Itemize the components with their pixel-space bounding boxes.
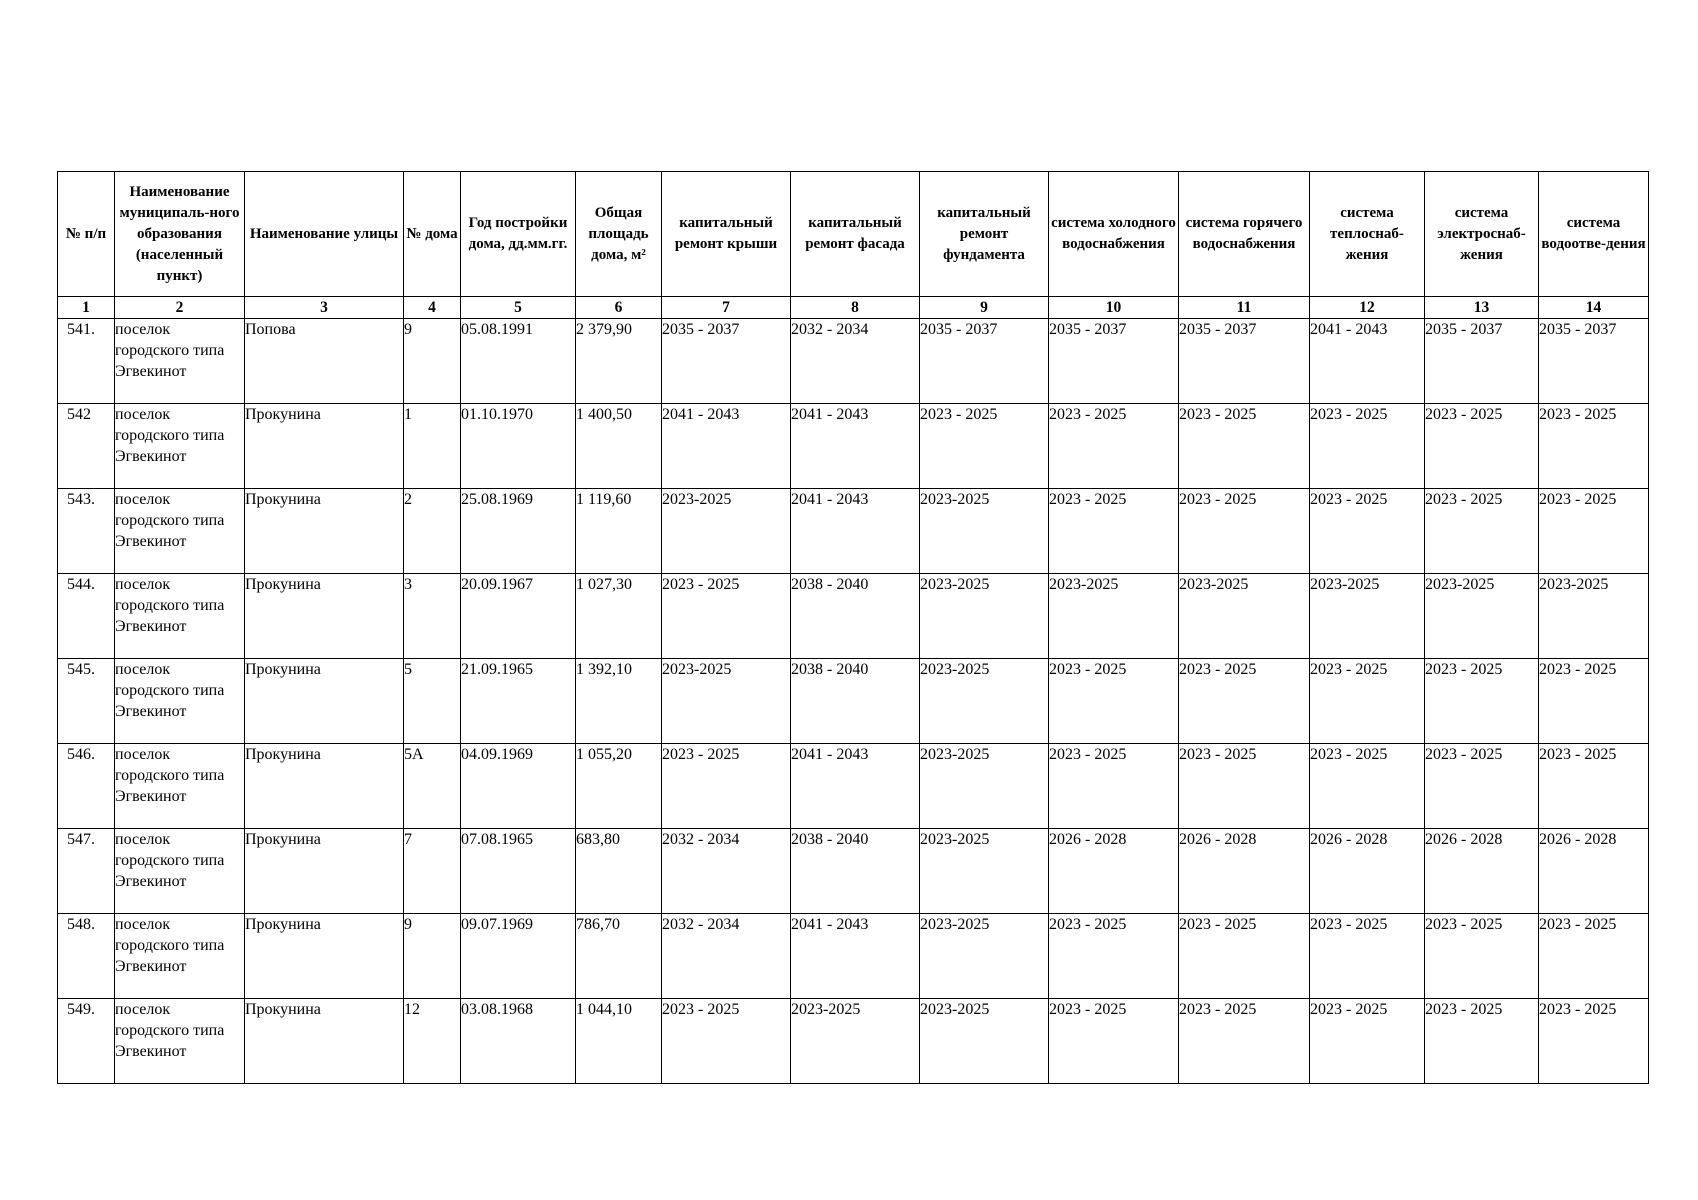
table-cell: 9	[404, 914, 461, 999]
table-cell: 2023 - 2025	[1179, 914, 1310, 999]
table-cell: 546.	[58, 744, 115, 829]
table-cell: 03.08.1968	[461, 999, 576, 1084]
table-header	[58, 172, 1649, 319]
column-number-5: 5	[461, 297, 576, 319]
table-cell: 2023-2025	[662, 659, 791, 744]
table-cell: Попова	[245, 319, 404, 404]
table-row	[58, 999, 1649, 1084]
table-cell: 5	[404, 659, 461, 744]
column-number-2: 2	[115, 297, 245, 319]
table-cell: 2023 - 2025	[1539, 914, 1649, 999]
table-cell: 1 392,10	[576, 659, 662, 744]
table-cell: 548.	[58, 914, 115, 999]
table-cell: 2023-2025	[1049, 574, 1179, 659]
table-cell: 1	[404, 404, 461, 489]
table-cell: 786,70	[576, 914, 662, 999]
table-cell: поселок городского типа Эгвекинот	[115, 574, 245, 659]
table-cell: Прокунина	[245, 659, 404, 744]
table-cell: 1 119,60	[576, 489, 662, 574]
table-cell: 2023 - 2025	[1179, 999, 1310, 1084]
table-cell: 2041 - 2043	[791, 914, 920, 999]
table-row	[58, 319, 1649, 404]
table-cell: 05.08.1991	[461, 319, 576, 404]
table-cell: Прокунина	[245, 744, 404, 829]
table-cell: 5А	[404, 744, 461, 829]
table-cell: 2023 - 2025	[1539, 999, 1649, 1084]
table-cell: 2023-2025	[920, 574, 1049, 659]
table-cell: 21.09.1965	[461, 659, 576, 744]
table-cell: 12	[404, 999, 461, 1084]
column-number-row	[58, 297, 1649, 319]
table-cell: 2023 - 2025	[1049, 659, 1179, 744]
column-header-7: капитальный ремонт крыши	[662, 172, 791, 297]
table-cell: 2023 - 2025	[1310, 659, 1425, 744]
table-cell: 09.07.1969	[461, 914, 576, 999]
table-cell: 1 044,10	[576, 999, 662, 1084]
column-header-8: капитальный ремонт фасада	[791, 172, 920, 297]
table-row	[58, 744, 1649, 829]
table-cell: 543.	[58, 489, 115, 574]
table-cell: 2023 - 2025	[1179, 404, 1310, 489]
table-cell: 7	[404, 829, 461, 914]
table-cell: 2023-2025	[920, 659, 1049, 744]
table-cell: 2023 - 2025	[1425, 914, 1539, 999]
column-header-5: Год постройки дома, дд.мм.гг.	[461, 172, 576, 297]
table-cell: 2035 - 2037	[1425, 319, 1539, 404]
column-number-7: 7	[662, 297, 791, 319]
column-number-11: 11	[1179, 297, 1310, 319]
table-cell: 2023-2025	[1539, 574, 1649, 659]
table-cell: 2026 - 2028	[1539, 829, 1649, 914]
table-cell: 683,80	[576, 829, 662, 914]
column-header-10: система холодного водоснабжения	[1049, 172, 1179, 297]
table-cell: 2026 - 2028	[1179, 829, 1310, 914]
column-header-12: система теплоснаб-жения	[1310, 172, 1425, 297]
table-cell: 2041 - 2043	[791, 744, 920, 829]
column-number-4: 4	[404, 297, 461, 319]
table-cell: 2023-2025	[791, 999, 920, 1084]
column-number-8: 8	[791, 297, 920, 319]
table-cell: 2023 - 2025	[1179, 744, 1310, 829]
column-header-1: № п/п	[58, 172, 115, 297]
column-number-9: 9	[920, 297, 1049, 319]
table-cell: 2035 - 2037	[920, 319, 1049, 404]
table-row	[58, 914, 1649, 999]
table-cell: 2023 - 2025	[662, 744, 791, 829]
table-cell: 2023 - 2025	[1425, 999, 1539, 1084]
table-row	[58, 489, 1649, 574]
column-header-4: № дома	[404, 172, 461, 297]
column-number-14: 14	[1539, 297, 1649, 319]
table-cell: 2023 - 2025	[662, 999, 791, 1084]
column-header-13: система электроснаб-жения	[1425, 172, 1539, 297]
column-header-3: Наименование улицы	[245, 172, 404, 297]
table-cell: поселок городского типа Эгвекинот	[115, 744, 245, 829]
table-cell: 25.08.1969	[461, 489, 576, 574]
table-cell: 2023 - 2025	[1425, 404, 1539, 489]
table-cell: 2023 - 2025	[1539, 404, 1649, 489]
table-cell: 2032 - 2034	[662, 829, 791, 914]
table-cell: 2 379,90	[576, 319, 662, 404]
table-cell: поселок городского типа Эгвекинот	[115, 659, 245, 744]
table-cell: 2023 - 2025	[1425, 744, 1539, 829]
table-cell: 2	[404, 489, 461, 574]
table-cell: 2041 - 2043	[791, 404, 920, 489]
table-cell: 1 055,20	[576, 744, 662, 829]
table-cell: 20.09.1967	[461, 574, 576, 659]
table-cell: 2023 - 2025	[1310, 489, 1425, 574]
table-cell: 2041 - 2043	[1310, 319, 1425, 404]
table-cell: 2023-2025	[1425, 574, 1539, 659]
table-cell: 547.	[58, 829, 115, 914]
table-row	[58, 829, 1649, 914]
table-cell: 2023-2025	[1310, 574, 1425, 659]
table-cell: 04.09.1969	[461, 744, 576, 829]
table-cell: 2023 - 2025	[1310, 999, 1425, 1084]
table-cell: 07.08.1965	[461, 829, 576, 914]
table-cell: 2023 - 2025	[1179, 659, 1310, 744]
table-cell: 2023 - 2025	[1049, 404, 1179, 489]
table-cell: поселок городского типа Эгвекинот	[115, 489, 245, 574]
table-cell: 9	[404, 319, 461, 404]
table-cell: 2023-2025	[662, 489, 791, 574]
table-cell: 01.10.1970	[461, 404, 576, 489]
table-cell: 2026 - 2028	[1425, 829, 1539, 914]
table-cell: 2035 - 2037	[1049, 319, 1179, 404]
table-cell: 2023-2025	[920, 999, 1049, 1084]
table-cell: поселок городского типа Эгвекинот	[115, 914, 245, 999]
table-cell: 2023 - 2025	[1310, 914, 1425, 999]
table-cell: 2023-2025	[920, 914, 1049, 999]
column-header-14: система водоотве-дения	[1539, 172, 1649, 297]
table-cell: Прокунина	[245, 829, 404, 914]
table-cell: 2023 - 2025	[1539, 659, 1649, 744]
table-cell: 2023 - 2025	[1425, 489, 1539, 574]
table-cell: 2041 - 2043	[662, 404, 791, 489]
table-cell: 2023 - 2025	[1049, 489, 1179, 574]
table-cell: 544.	[58, 574, 115, 659]
table-cell: 2023 - 2025	[662, 574, 791, 659]
table-cell: 2023 - 2025	[1310, 404, 1425, 489]
table-cell: 2023 - 2025	[1049, 744, 1179, 829]
table-cell: Прокунина	[245, 999, 404, 1084]
table-cell: 545.	[58, 659, 115, 744]
table-cell: 2023 - 2025	[1179, 489, 1310, 574]
table-cell: 2038 - 2040	[791, 574, 920, 659]
column-header-9: капитальный ремонт фундамента	[920, 172, 1049, 297]
column-number-3: 3	[245, 297, 404, 319]
table-row	[58, 404, 1649, 489]
column-number-13: 13	[1425, 297, 1539, 319]
header-row	[58, 172, 1649, 297]
table-cell: 542	[58, 404, 115, 489]
table-cell: Прокунина	[245, 914, 404, 999]
table-cell: Прокунина	[245, 404, 404, 489]
table-row	[58, 574, 1649, 659]
table-cell: 2032 - 2034	[662, 914, 791, 999]
table-cell: 1 027,30	[576, 574, 662, 659]
column-header-6: Общая площадь дома, м²	[576, 172, 662, 297]
column-number-12: 12	[1310, 297, 1425, 319]
table-cell: 549.	[58, 999, 115, 1084]
table-cell: 2026 - 2028	[1310, 829, 1425, 914]
table-row	[58, 659, 1649, 744]
column-number-1: 1	[58, 297, 115, 319]
table-cell: 2023 - 2025	[1539, 744, 1649, 829]
table-cell: 2023-2025	[1179, 574, 1310, 659]
table-cell: поселок городского типа Эгвекинот	[115, 404, 245, 489]
table-cell: 1 400,50	[576, 404, 662, 489]
table-cell: поселок городского типа Эгвекинот	[115, 999, 245, 1084]
column-number-10: 10	[1049, 297, 1179, 319]
table-cell: 2035 - 2037	[662, 319, 791, 404]
table-cell: 2023 - 2025	[1310, 744, 1425, 829]
table-cell: 2023 - 2025	[1049, 914, 1179, 999]
table-cell: поселок городского типа Эгвекинот	[115, 829, 245, 914]
table-cell: Прокунина	[245, 489, 404, 574]
table-cell: 2032 - 2034	[791, 319, 920, 404]
capital-repair-schedule-table	[57, 171, 1649, 1084]
table-cell: 2026 - 2028	[1049, 829, 1179, 914]
table-cell: 2035 - 2037	[1539, 319, 1649, 404]
table-cell: поселок городского типа Эгвекинот	[115, 319, 245, 404]
table-cell: 3	[404, 574, 461, 659]
column-header-11: система горячего водоснабжения	[1179, 172, 1310, 297]
table-cell: Прокунина	[245, 574, 404, 659]
table-cell: 2023-2025	[920, 744, 1049, 829]
table-cell: 2023-2025	[920, 829, 1049, 914]
table-cell: 2038 - 2040	[791, 659, 920, 744]
column-number-6: 6	[576, 297, 662, 319]
column-header-2: Наименование муниципаль-ного образования (населенный пункт)	[115, 172, 245, 297]
table-cell: 2023 - 2025	[1049, 999, 1179, 1084]
table-cell: 2023 - 2025	[1425, 659, 1539, 744]
table-cell: 2038 - 2040	[791, 829, 920, 914]
table-cell: 2023 - 2025	[1539, 489, 1649, 574]
table-cell: 2023 - 2025	[920, 404, 1049, 489]
table-body	[58, 319, 1649, 1084]
table-cell: 541.	[58, 319, 115, 404]
table-cell: 2035 - 2037	[1179, 319, 1310, 404]
table-cell: 2041 - 2043	[791, 489, 920, 574]
table-cell: 2023-2025	[920, 489, 1049, 574]
